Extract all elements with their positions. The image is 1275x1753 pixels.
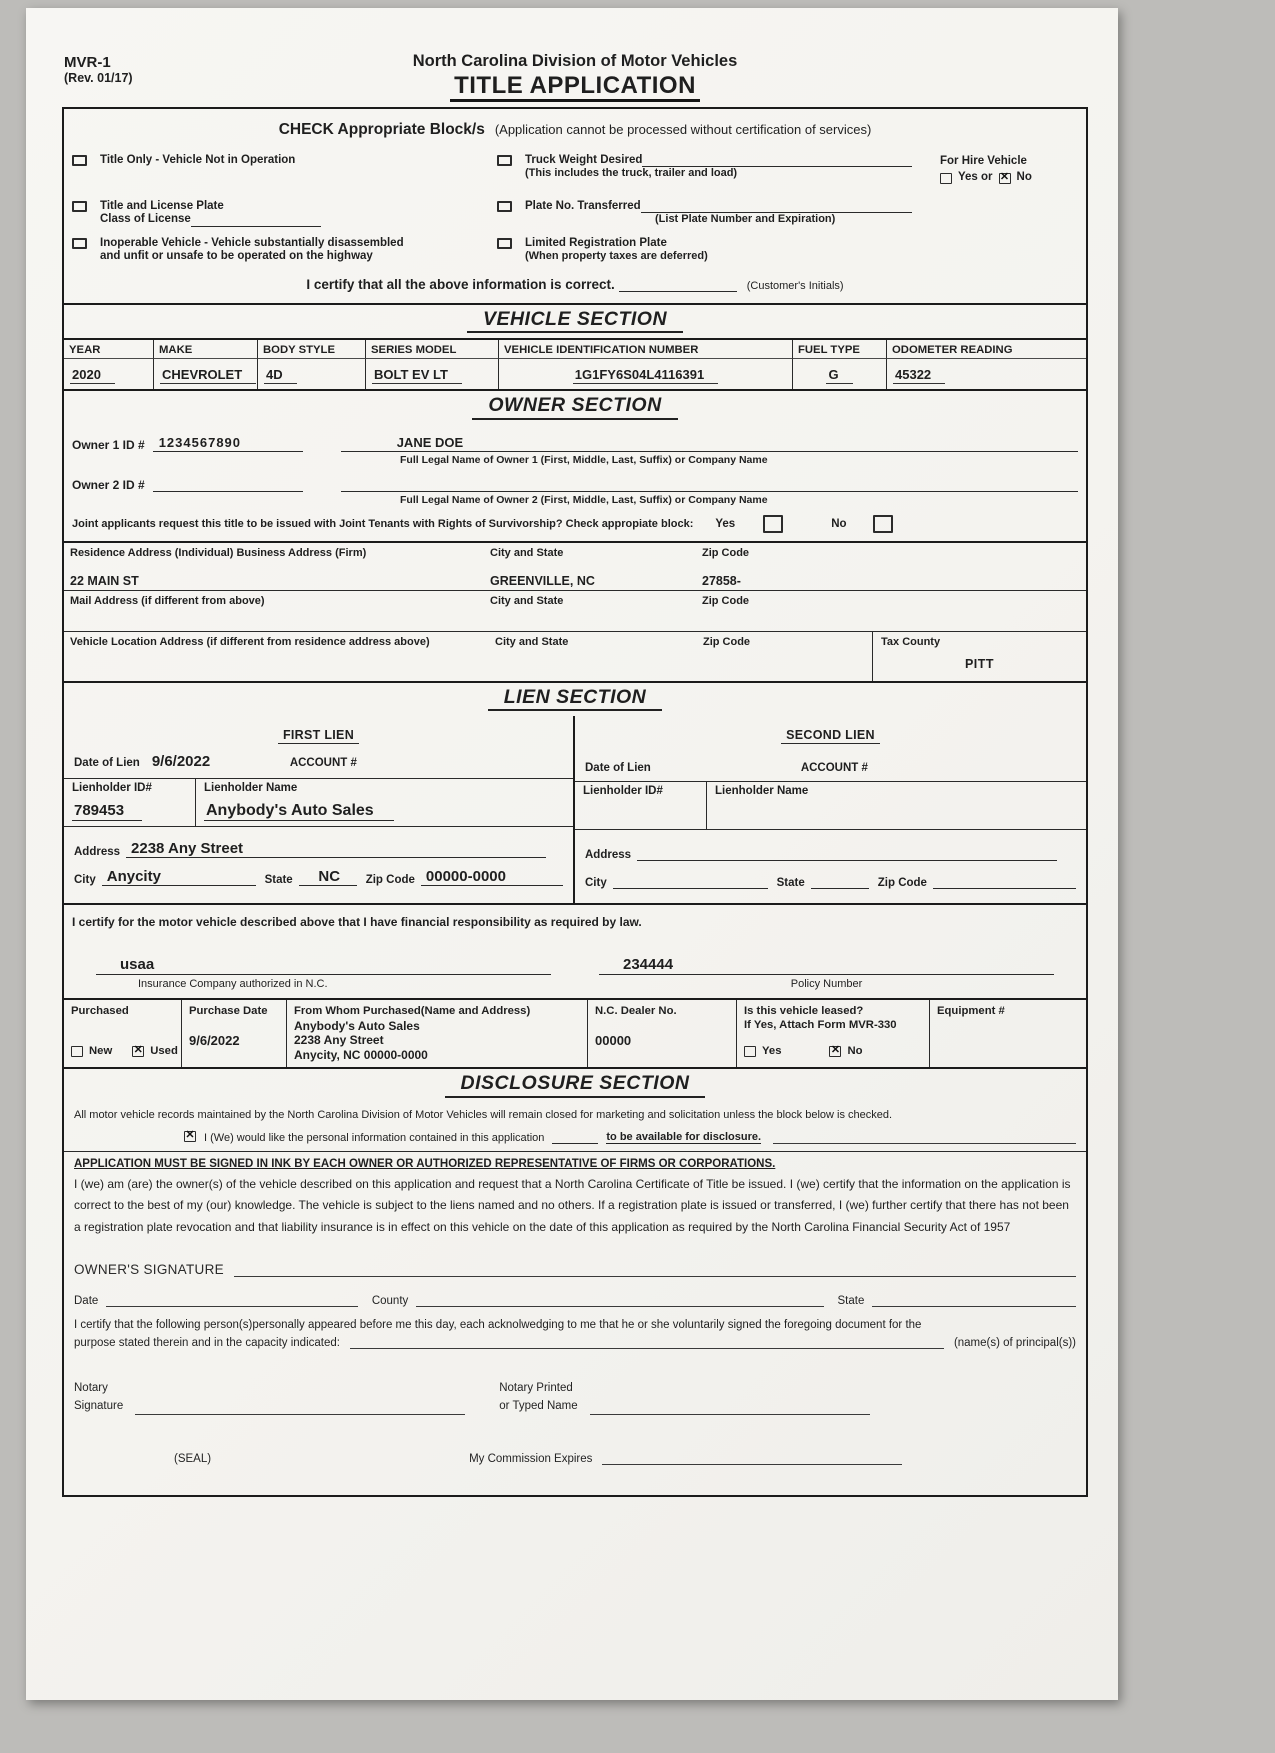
plate-transferred-note: (List Plate Number and Expiration): [655, 213, 836, 226]
date-label: Date: [74, 1295, 99, 1308]
vehicle-make-cell: [154, 359, 258, 389]
check-column-left: [72, 154, 497, 264]
second-lienholder-name-row: [715, 799, 1078, 824]
inoperable-row: [72, 237, 497, 264]
purchase-date-value: 9/6/2022: [189, 1032, 240, 1048]
policy-number-value: 234444: [623, 956, 674, 974]
owner2-name-line: [341, 475, 1078, 492]
second-lien-state-label: State: [776, 877, 805, 890]
first-lien-state-label: State: [264, 874, 293, 887]
vehicle-location-city-state-label: City and State: [495, 635, 569, 648]
vehicle-body-style-value: 4D: [264, 367, 297, 384]
owner1-id-label: Owner 1 ID #: [72, 437, 145, 452]
seal-row: [74, 1451, 1076, 1465]
owner-signature-line: [234, 1263, 1076, 1277]
insurance-company-line: [96, 953, 551, 975]
second-lien-city-row: [585, 871, 1076, 889]
residence-zip-value: 27858-: [702, 573, 741, 588]
leased-no-checkbox[interactable]: [829, 1046, 841, 1057]
first-lien-state-value: NC: [318, 868, 341, 886]
title-only-label: Title Only - Vehicle Not in Operation: [100, 153, 296, 166]
vehicle-col-odometer: ODOMETER READING: [887, 340, 1086, 359]
document-title-text: TITLE APPLICATION: [450, 73, 700, 102]
mail-address-labels: [64, 591, 1086, 609]
first-lien-address-value: 2238 Any Street: [131, 840, 244, 858]
residence-zip-label: Zip Code: [702, 546, 750, 559]
owner2-id-value: [153, 475, 303, 492]
address-block: [64, 541, 1086, 681]
owner-agreement-paragraph: I (we) am (are) the owner(s) of the vehicle described on this application and request that a North Carolina Certificate of Title be issued. I (we) certify that the information on the application is correct to the best of my (our) knowledge. The vehicle is subject to the liens named and no others. If a registration plate is issued or transferred, I (we) further certify that there has not been a registration plate revocation and that liability insurance is in effect on this vehicle on the date of this application as required by the North Carolina Financial Security Act of 1957: [74, 1176, 1071, 1234]
insurance-certify-statement: I certify for the motor vehicle described above that I have financial responsibility as required by law.: [72, 915, 642, 930]
lien-section-title: LIEN SECTION: [488, 686, 663, 711]
second-lien-zip-line: [933, 871, 1076, 889]
second-lien-panel: [575, 716, 1086, 903]
page-header: [62, 8, 1088, 102]
purchased-used-label: Used: [150, 1044, 178, 1057]
first-lienholder-id-value: 789453: [72, 802, 142, 821]
second-lien-address-label: Address: [585, 849, 632, 862]
purchased-new-label: New: [89, 1044, 113, 1057]
class-of-license-label: Class of License: [100, 213, 191, 226]
tax-county-label: Tax County: [881, 635, 941, 648]
limited-registration-label-group: [525, 237, 708, 264]
second-lien-city-label: City: [585, 877, 607, 890]
disclosure-optin-checkbox[interactable]: [184, 1131, 196, 1142]
vehicle-section-header: [64, 303, 1086, 338]
customer-initials-line: [619, 280, 737, 292]
document-title: [62, 73, 1088, 102]
form-revision: (Rev. 01/17): [64, 71, 133, 85]
customer-initials-caption: (Customer's Initials): [746, 279, 844, 292]
title-only-row: [72, 154, 497, 200]
seller-name: Anybody's Auto Sales: [294, 1018, 420, 1033]
first-lienholder-name-value: Anybody's Auto Sales: [204, 802, 394, 821]
commission-expires-label: My Commission Expires: [469, 1453, 593, 1466]
check-section: [64, 109, 1086, 303]
vehicle-table: [64, 338, 1086, 389]
second-lien-account-label: ACCOUNT #: [800, 762, 868, 775]
leased-no-label: No: [847, 1044, 863, 1057]
disclosure-section-body: [64, 1103, 1086, 1496]
for-hire-no-checkbox[interactable]: [999, 173, 1011, 184]
purchased-options: [71, 1044, 178, 1063]
disclosure-section-header: [64, 1067, 1086, 1102]
first-lien-address-line: [126, 840, 546, 858]
vehicle-vin-value: 1G1FY6S04L4116391: [573, 367, 718, 384]
limited-registration-note: (When property taxes are deferred): [525, 250, 708, 263]
notary-certify-line2-row: [74, 1335, 1076, 1349]
joint-no-label: No: [831, 517, 847, 530]
state-label: State: [837, 1295, 865, 1308]
insurance-block: [64, 903, 1086, 998]
insurance-company-caption: Insurance Company authorized in N.C.: [138, 978, 328, 991]
insurance-values-row: [72, 953, 1078, 990]
disclosure-optin-text: I (We) would like the personal information contained in this application: [204, 1131, 545, 1144]
limited-registration-row: [497, 237, 912, 264]
vehicle-col-series-model: SERIES MODEL: [366, 340, 499, 359]
joint-tenants-question: Joint applicants request this title to be issued with Joint Tenants with Rights of Survivorship? Check appropiate block:: [72, 517, 694, 530]
first-lien-heading: FIRST LIEN: [278, 728, 359, 744]
truck-weight-note: (This includes the truck, trailer and load): [525, 167, 738, 180]
notary-certify-line2: purpose stated therein and in the capacity indicated:: [74, 1337, 340, 1350]
certify-statement: I certify that all the above information is correct.: [306, 276, 615, 292]
first-lien-address-label: Address: [74, 846, 121, 859]
principals-caption: (name(s) of principal(s)): [953, 1337, 1076, 1350]
first-lien-panel: [64, 716, 575, 903]
second-lienholder-name-cell: [707, 782, 1086, 829]
vehicle-location-labels: [64, 632, 872, 681]
leased-yes-label: Yes: [762, 1044, 782, 1057]
second-lien-state-line: [811, 871, 869, 889]
seller-city-state-zip: Anycity, NC 00000-0000: [294, 1047, 428, 1062]
plate-transferred-row: [497, 200, 912, 237]
purchase-date-cell: [182, 1000, 287, 1067]
notary-printed-label-line1: Notary Printed: [499, 1382, 573, 1395]
second-lien-address-line: [637, 843, 1057, 861]
disclosure-section-title: DISCLOSURE SECTION: [445, 1072, 706, 1097]
inoperable-label-line2: and unfit or unsafe to be operated on the highway: [100, 250, 373, 263]
certify-row: [64, 264, 1086, 303]
principals-line: [350, 1335, 944, 1349]
form-id: [64, 54, 133, 85]
county-label: County: [371, 1295, 409, 1308]
purchase-date-label: Purchase Date: [189, 1005, 268, 1018]
inoperable-label-line1: Inoperable Vehicle - Vehicle substantially disassembled: [100, 236, 404, 249]
agency-name: North Carolina Division of Motor Vehicles: [412, 52, 738, 70]
first-lienholder-name-row: [204, 796, 565, 821]
title-only-checkbox[interactable]: [72, 155, 87, 166]
vehicle-series-model-value: BOLT EV LT: [372, 367, 462, 384]
joint-no-checkbox[interactable]: [873, 515, 893, 533]
first-lienholder-block: [64, 778, 573, 827]
first-lien-zip-line: [421, 868, 563, 886]
owner-signature-label: OWNER'S SIGNATURE: [74, 1262, 224, 1278]
form-body: [62, 107, 1088, 1497]
check-grid: [64, 139, 1086, 264]
policy-number-line: [599, 953, 1054, 975]
leased-yes-checkbox[interactable]: [744, 1046, 756, 1057]
check-heading-row: [64, 109, 1086, 139]
notary-printed-label-line2: or Typed Name: [499, 1400, 578, 1413]
purchased-label: Purchased: [71, 1005, 129, 1018]
first-lien-city-value: Anycity: [106, 868, 161, 886]
dealer-number-cell: [588, 1000, 737, 1067]
purchase-table: [64, 998, 1086, 1067]
mail-address-blank: [64, 609, 1086, 631]
second-lienholder-id-cell: [575, 782, 707, 829]
vehicle-body-style-cell: [258, 359, 366, 389]
truck-weight-label: Truck Weight Desired: [525, 153, 643, 166]
truck-weight-line: [642, 155, 912, 167]
notary-printed-labels: [499, 1379, 577, 1415]
for-hire-yes-checkbox[interactable]: [940, 173, 952, 184]
first-lienholder-name-cell: [196, 779, 573, 826]
plate-transferred-line-row: [525, 200, 912, 214]
truck-weight-label-group: [525, 154, 912, 181]
title-plate-row: [72, 200, 497, 237]
check-heading: CHECK Appropriate Block/s: [278, 120, 485, 138]
commission-expires-line: [602, 1451, 902, 1465]
owner1-row: [72, 435, 1078, 452]
check-heading-note: (Application cannot be processed without certification of services): [494, 121, 872, 137]
dealer-number-value: 00000: [595, 1032, 632, 1048]
joint-tenants-row: [72, 515, 1078, 533]
first-lien-date-value: 9/6/2022: [151, 753, 211, 771]
purchased-cell: [64, 1000, 182, 1067]
for-hire-group: [912, 154, 1078, 264]
first-lien-date-row: [74, 753, 563, 771]
purchased-used-checkbox[interactable]: [132, 1046, 144, 1057]
second-lien-date-value: [663, 753, 755, 771]
first-lien-city-label: City: [74, 874, 96, 887]
plate-transferred-checkbox[interactable]: [497, 201, 512, 212]
seller-street: 2238 Any Street: [294, 1033, 384, 1048]
tax-county-value: PITT: [964, 656, 995, 671]
state-line: [872, 1293, 1076, 1307]
first-lien-zip-value: 00000-0000: [425, 868, 506, 886]
scanned-page: [26, 8, 1118, 1700]
plate-transferred-label: Plate No. Transferred: [525, 199, 641, 212]
owner-section-header: [64, 389, 1086, 424]
second-lien-date-label: Date of Lien: [585, 762, 651, 775]
first-lien-city-line: [102, 868, 256, 886]
owner-section-title: OWNER SECTION: [472, 394, 677, 419]
vehicle-vin-cell: [499, 359, 793, 389]
vehicle-make-value: CHEVROLET: [160, 367, 256, 384]
vehicle-col-make: MAKE: [154, 340, 258, 359]
truck-weight-row: [497, 154, 912, 200]
residence-address-value: 22 MAIN ST: [70, 573, 139, 588]
for-hire-yes-label: Yes or: [958, 171, 993, 184]
disclosure-optin-row: [184, 1130, 1076, 1144]
first-lien-heading-row: [74, 726, 563, 744]
leased-cell: [737, 1000, 930, 1067]
vehicle-fuel-type-cell: [793, 359, 887, 389]
vehicle-col-fuel-type: FUEL TYPE: [793, 340, 887, 359]
leased-note: If Yes, Attach Form MVR-330: [744, 1018, 897, 1031]
first-lien-account-label: ACCOUNT #: [289, 757, 357, 770]
notary-certify-line1: I certify that the following person(s)personally appeared before me this day, each acknolwedging to me that he or she voluntarily signed the foregoing document for the: [74, 1319, 922, 1332]
vehicle-year-cell: [64, 359, 154, 389]
notary-signature-line: [135, 1401, 465, 1415]
seal-label: (SEAL): [174, 1453, 212, 1466]
equipment-number-label: Equipment #: [937, 1005, 1005, 1018]
first-lien-address-row: [74, 840, 563, 858]
lien-section-header: [64, 681, 1086, 716]
vehicle-col-body-style: BODY STYLE: [258, 340, 366, 359]
plate-transferred-label-group: [525, 200, 912, 227]
owner1-name-line: [341, 435, 1078, 452]
for-hire-no-label: No: [1016, 171, 1032, 184]
vehicle-year-value: 2020: [70, 367, 115, 384]
first-lienholder-id-row: [72, 796, 187, 821]
records-statement: All motor vehicle records maintained by the North Carolina Division of Motor Vehicles will remain closed for marketing and solicitation unless the block below is checked.: [74, 1108, 893, 1121]
notary-label: Notary: [74, 1382, 108, 1395]
dealer-number-label: N.C. Dealer No.: [595, 1005, 677, 1018]
owner2-id-label: Owner 2 ID #: [72, 477, 145, 492]
second-lien-date-row: [585, 753, 1076, 774]
purchased-new-checkbox[interactable]: [71, 1046, 83, 1057]
notary-printed-name-line: [590, 1401, 870, 1415]
vehicle-location-label: Vehicle Location Address (if different from residence address above): [70, 635, 430, 648]
owner-signature-row: [74, 1262, 1076, 1277]
policy-number-group: [575, 953, 1078, 990]
first-lienholder-name-label: Lienholder Name: [204, 782, 298, 795]
form-number: MVR-1: [64, 54, 111, 71]
title-plate-label-group: [100, 200, 321, 227]
notary-signature-row: [74, 1379, 1076, 1415]
first-lienholder-id-cell: [64, 779, 196, 826]
second-lienholder-name-label: Lienholder Name: [715, 785, 809, 798]
from-whom-purchased-label: From Whom Purchased(Name and Address): [294, 1005, 531, 1018]
joint-yes-checkbox[interactable]: [763, 515, 783, 533]
owner2-row: [72, 475, 1078, 492]
disclosure-divider: [64, 1151, 1086, 1152]
first-lien-state-line: [299, 868, 357, 886]
vehicle-odometer-cell: [887, 359, 1086, 389]
residence-address-label: Residence Address (Individual) Business Address (Firm): [70, 546, 367, 559]
lien-grid: [64, 716, 1086, 903]
title-plate-label: Title and License Plate: [100, 199, 224, 212]
policy-number-caption: Policy Number: [790, 978, 863, 991]
vehicle-col-year: YEAR: [64, 340, 154, 359]
vehicle-fuel-type-value: G: [826, 367, 852, 384]
vehicle-series-model-cell: [366, 359, 499, 389]
title-plate-checkbox[interactable]: [72, 201, 87, 212]
inoperable-checkbox[interactable]: [72, 238, 87, 249]
second-lien-zip-label: Zip Code: [877, 877, 927, 890]
for-hire-options: [940, 171, 1078, 185]
second-lien-heading-row: [585, 726, 1076, 744]
mail-zip-label: Zip Code: [702, 594, 750, 607]
owner-section-body: [64, 425, 1086, 681]
residence-address-labels: [64, 543, 1086, 561]
first-lien-zip-label: Zip Code: [365, 874, 415, 887]
signature-label: Signature: [74, 1400, 124, 1413]
second-lien-city-line: [613, 871, 768, 889]
leased-question-label: Is this vehicle leased?: [744, 1005, 864, 1018]
vehicle-section-title: VEHICLE SECTION: [467, 308, 683, 333]
mail-address-label: Mail Address (if different from above): [70, 594, 265, 607]
owner1-id-value: 1234567890: [153, 435, 303, 452]
disclosure-optin-phrase: to be available for disclosure.: [606, 1130, 762, 1143]
second-lien-heading: SECOND LIEN: [781, 728, 880, 744]
residence-city-state-value: GREENVILLE, NC: [490, 573, 595, 588]
owner2-name-caption: Full Legal Name of Owner 2 (First, Middle, Last, Suffix) or Company Name: [400, 493, 768, 506]
insurance-company-group: [72, 953, 575, 990]
first-lien-city-row: [74, 868, 563, 886]
vehicle-location-zip-label: Zip Code: [703, 635, 751, 648]
owner1-name-value: JANE DOE: [396, 434, 464, 450]
disclosure-trailing-line: [773, 1130, 1076, 1144]
joint-yes-label: Yes: [715, 517, 736, 530]
leased-options: [744, 1045, 922, 1063]
residence-address-values: [64, 561, 1086, 591]
limited-registration-checkbox[interactable]: [497, 238, 512, 249]
owner1-name-caption: Full Legal Name of Owner 1 (First, Middle, Last, Suffix) or Company Name: [400, 453, 768, 466]
for-hire-label: For Hire Vehicle: [940, 154, 1027, 167]
date-county-state-row: [74, 1293, 1076, 1307]
notary-signature-labels: [74, 1379, 123, 1415]
disclosure-optin-line: [552, 1132, 598, 1144]
first-lien-date-label: Date of Lien: [74, 757, 140, 770]
second-lienholder-id-label: Lienholder ID#: [583, 785, 663, 798]
second-lien-address-row: [585, 843, 1076, 861]
limited-registration-label: Limited Registration Plate: [525, 236, 667, 249]
from-whom-purchased-cell: [287, 1000, 588, 1067]
check-column-middle: [497, 154, 912, 264]
truck-weight-checkbox[interactable]: [497, 155, 512, 166]
date-line: [106, 1293, 358, 1307]
sign-in-ink-notice: APPLICATION MUST BE SIGNED IN INK BY EACH OWNER OR AUTHORIZED REPRESENTATIVE OF FIRMS OR CORPORATIONS.: [74, 1157, 776, 1170]
vehicle-col-vin: VEHICLE IDENTIFICATION NUMBER: [499, 340, 793, 359]
insurance-company-value: usaa: [120, 956, 155, 974]
inoperable-label-group: [100, 237, 404, 264]
truck-weight-line-row: [525, 154, 912, 168]
tax-county-cell: [872, 632, 1086, 681]
second-lienholder-block: [575, 781, 1086, 830]
first-lienholder-id-label: Lienholder ID#: [72, 782, 152, 795]
vehicle-odometer-value: 45322: [893, 367, 945, 384]
mail-city-state-label: City and State: [490, 594, 564, 607]
second-lienholder-id-row: [583, 799, 698, 824]
equipment-number-cell: [930, 1000, 1086, 1067]
county-line: [416, 1293, 823, 1307]
class-of-license-line: [191, 215, 321, 227]
plate-transferred-line: [641, 201, 912, 213]
vehicle-location-row: [64, 631, 1086, 681]
class-of-license-row: [100, 213, 321, 227]
residence-city-state-label: City and State: [490, 546, 564, 559]
